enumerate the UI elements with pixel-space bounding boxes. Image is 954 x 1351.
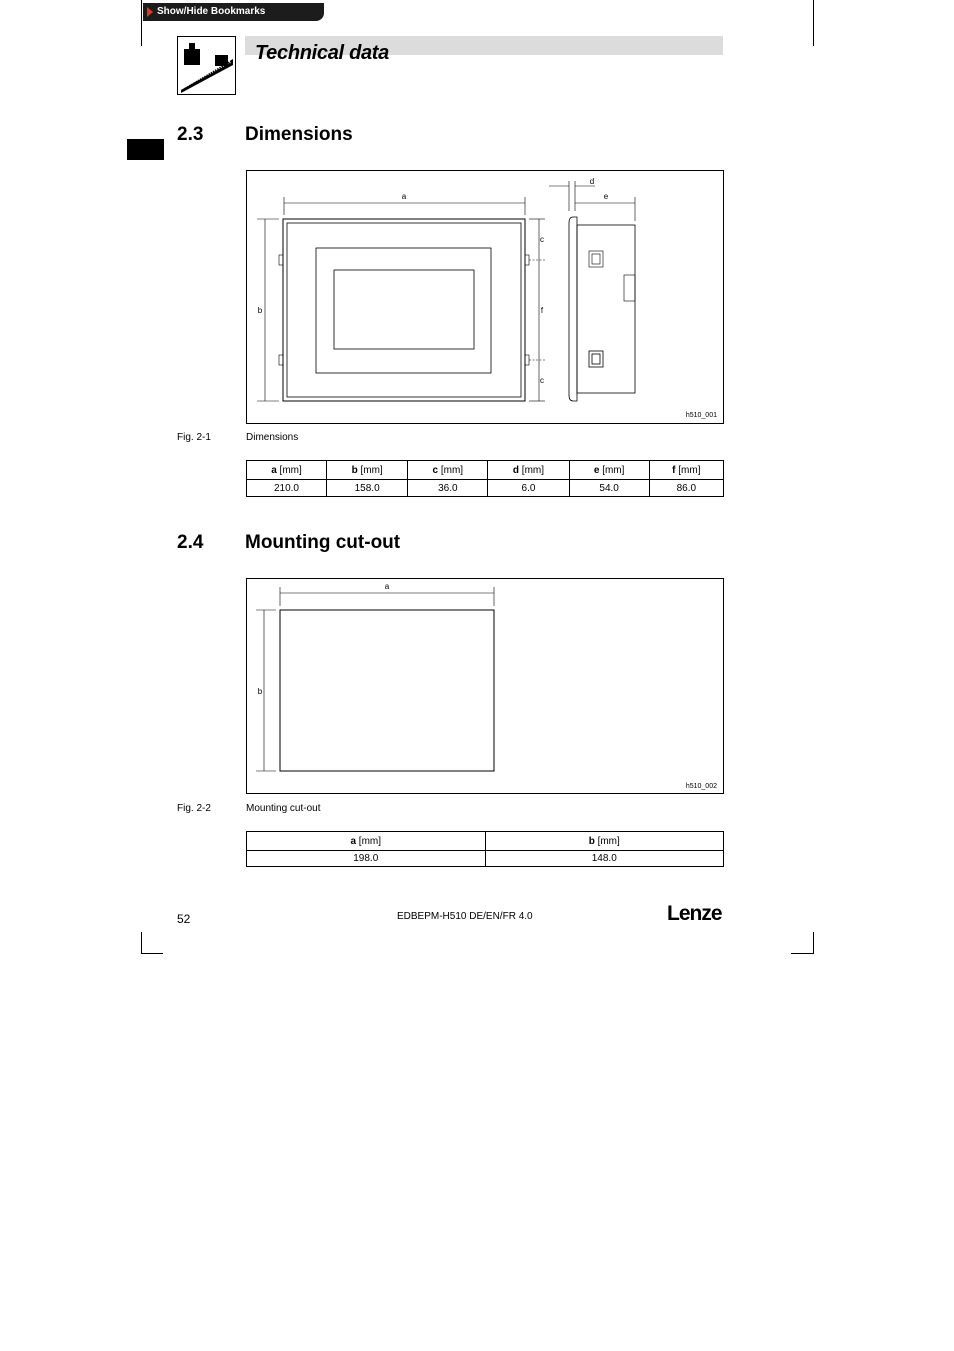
crop-mark xyxy=(141,953,163,954)
section-title: Dimensions xyxy=(245,124,353,145)
table-cell: 36.0 xyxy=(408,480,488,497)
figure-caption: Dimensions xyxy=(246,432,299,443)
table-header-cell: a [mm] xyxy=(247,461,327,480)
table-header-cell: d [mm] xyxy=(488,461,569,480)
figure-code: h510_001 xyxy=(685,412,717,419)
table-header-cell: c [mm] xyxy=(408,461,488,480)
table-cell: 198.0 xyxy=(247,851,486,867)
cutout-figure xyxy=(246,578,724,794)
triangle-right-icon xyxy=(147,7,153,17)
document-id: EDBEPM-H510 DE/EN/FR 4.0 xyxy=(397,911,533,922)
crop-mark xyxy=(141,0,142,46)
table-cell: 158.0 xyxy=(326,480,407,497)
table-header-cell: a [mm] xyxy=(247,832,486,851)
crop-mark xyxy=(813,932,814,954)
crop-mark xyxy=(791,953,814,954)
dim-label-a: a xyxy=(384,582,390,591)
show-hide-bookmarks-button[interactable] xyxy=(143,3,324,21)
crop-mark xyxy=(813,0,814,46)
dim-label-c: c xyxy=(540,235,544,244)
table-cell: 6.0 xyxy=(488,480,569,497)
table-header-cell: b [mm] xyxy=(326,461,407,480)
figure-number: Fig. 2-1 xyxy=(177,432,211,443)
figure-number: Fig. 2-2 xyxy=(177,803,211,814)
dim-label-a: a xyxy=(401,192,407,201)
dimensions-figure xyxy=(246,170,724,424)
table-header-cell: b [mm] xyxy=(485,832,724,851)
dim-label-b: b xyxy=(257,306,263,315)
dim-label-d: d xyxy=(589,177,595,186)
dimensions-table xyxy=(246,460,724,497)
weight-ruler-icon xyxy=(177,36,236,95)
table-cell: 86.0 xyxy=(649,480,723,497)
lenze-logo: Lenze xyxy=(667,902,722,925)
section-number: 2.4 xyxy=(177,532,204,553)
dim-label-b: b xyxy=(257,687,263,696)
table-cell: 148.0 xyxy=(485,851,724,867)
figure-code: h510_002 xyxy=(685,783,717,790)
table-header-cell: f [mm] xyxy=(649,461,723,480)
page-number: 52 xyxy=(177,912,191,926)
section-number: 2.3 xyxy=(177,124,204,145)
dim-label-c: c xyxy=(540,376,544,385)
table-cell: 54.0 xyxy=(569,480,649,497)
dim-label-f: f xyxy=(540,306,544,315)
page-title: Technical data xyxy=(255,42,389,64)
chapter-marker xyxy=(127,139,164,160)
section-title: Mounting cut-out xyxy=(245,532,401,553)
crop-mark xyxy=(141,932,142,954)
figure-caption: Mounting cut-out xyxy=(246,803,321,814)
table-cell: 210.0 xyxy=(247,480,327,497)
cutout-table xyxy=(246,831,724,867)
table-header-cell: e [mm] xyxy=(569,461,649,480)
show-hide-bookmarks-label: Show/Hide Bookmarks xyxy=(157,6,266,17)
dim-label-e: e xyxy=(603,192,609,201)
